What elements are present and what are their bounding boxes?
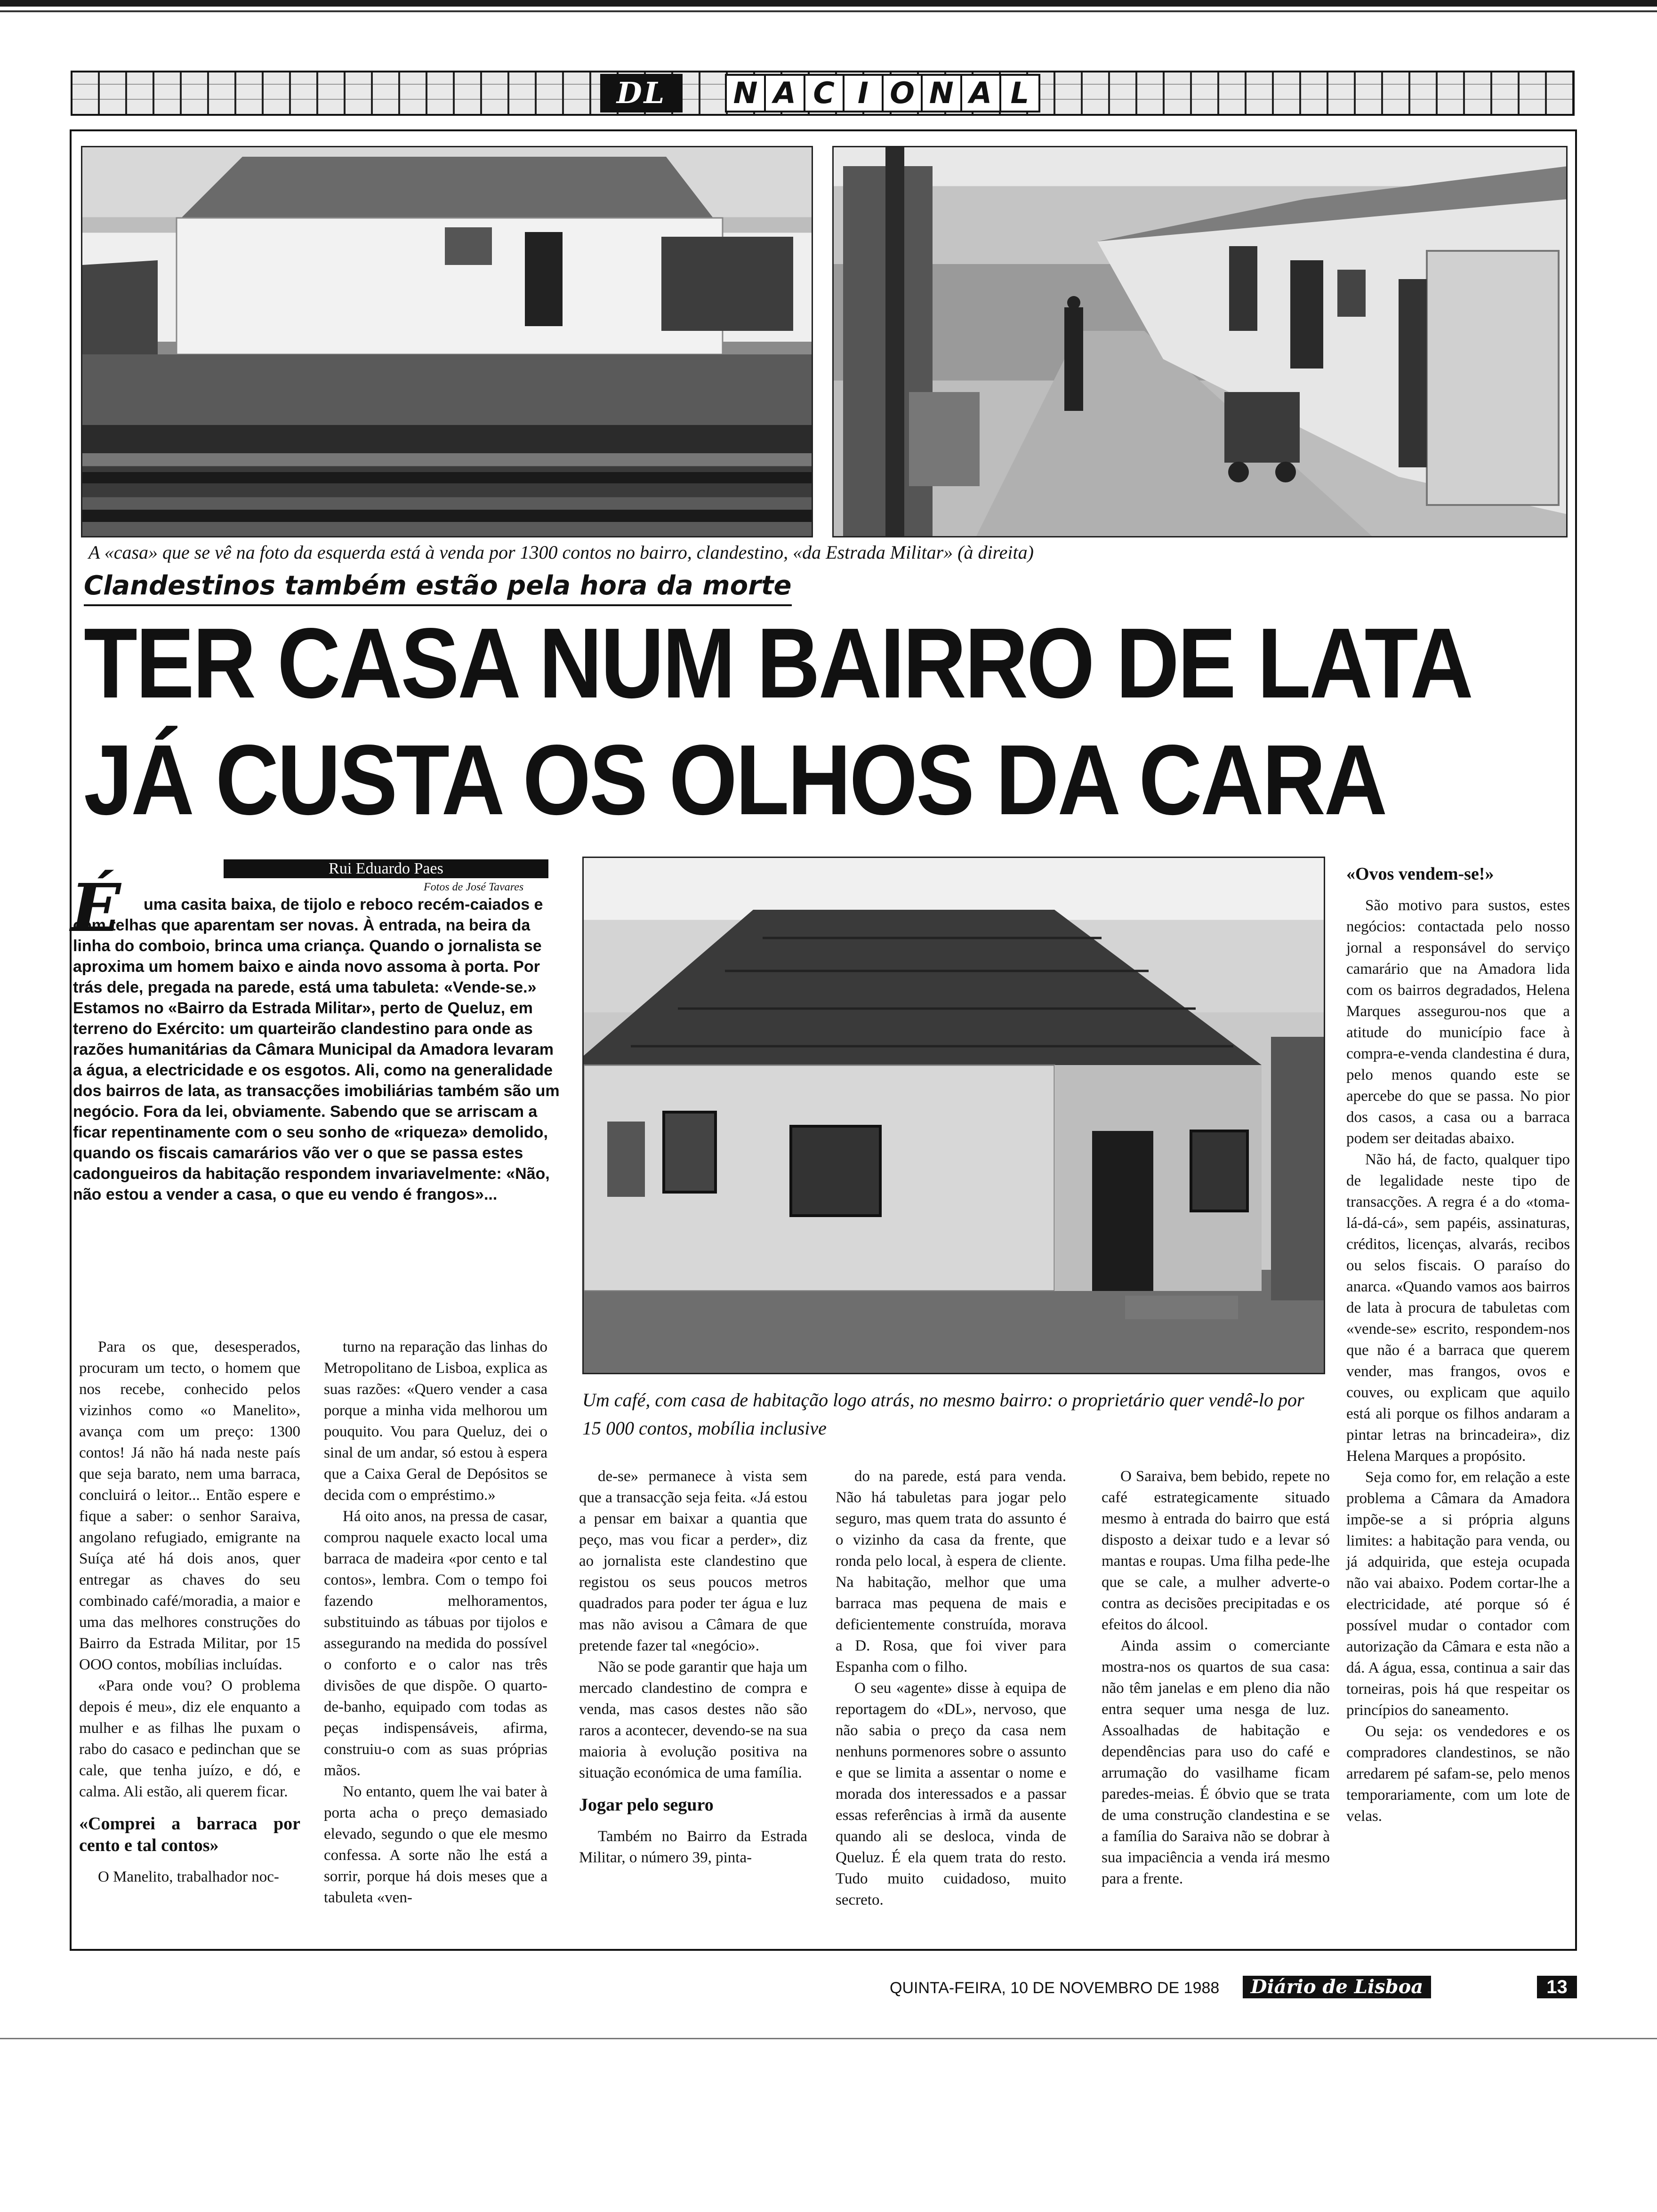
paragraph: O Saraiva, bem bebido, repete no café estrategicamente situado mesmo à entrada do bairro que está disposto a deixar tudo e a levar só mantas e roupas. Uma filha pede-lhe que se cale, a mulher adverte-o contra as decisões precipitadas e os efeitos do álcool. [1102, 1468, 1330, 1633]
byline: Rui Eduardo Paes [224, 859, 548, 878]
paragraph: São motivo para sustos, estes negócios: contactada pelo nosso jornal a responsável do serviço camarário que na Amadora lida com os bairros degradados, Helena Marques assegurou-nos que a atitude do município face à compra-e-venda clandestina é dura, pelo menos quando este se apercebe do que se passa. No pior dos casos, a casa ou a barraca podem ser deitadas abaixo. [1346, 897, 1570, 1147]
section-letter: O [884, 76, 923, 111]
paragraph: Também no Bairro da Estrada Militar, o número 39, pinta- [579, 1828, 807, 1866]
dl-logo: DL [600, 74, 683, 112]
photo-house-railway [81, 146, 813, 537]
photo-credit: Fotos de José Tavares [424, 881, 524, 893]
issue-date: QUINTA-FEIRA, 10 DE NOVEMBRO DE 1988 [890, 1979, 1220, 1997]
newspaper-masthead: Diário de Lisboa [1243, 1976, 1431, 1998]
top-border [0, 0, 1657, 7]
section-letter: I [845, 76, 884, 111]
photo-street [832, 146, 1568, 537]
paragraph: Ou seja: os vendedores e os compradores clandestinos, se não arredarem pé safam-se, pelo menos temporariamente, com um lote de velas. [1346, 1723, 1570, 1825]
subheading: «Comprei a barraca por cento e tal contos» [79, 1814, 300, 1855]
photo-house-railway-drawing [82, 147, 813, 537]
paragraph: turno na reparação das linhas do Metropolitano de Lisboa, explica as suas razões: «Quero vender a casa porque a minha vida melhorou um pouquito. Vou para Queluz, dei o sinal de um andar, só estou à espera que a Caixa Geral de Depósitos se decida com o empréstimo.» [324, 1338, 547, 1504]
article-column-3 [579, 1466, 807, 1868]
paragraph: Para os que, desesperados, procuram um tecto, o homem que nos recebe, conhecido pelos vizinhos como «o Manelito», avança com um preço: 1300 contos! Já não há nada neste país que seja barato, nem uma barraca, concluirá o leitor... Então espere e fique a saber: o senhor Saraiva, angolano refugiado, emigrante na Suíça até há dois anos, quer entregar as chaves do seu combinado café/moradia, a maior e uma das melhores construções do Bairro da Estrada Militar, por 15 OOO contos, mobílias incluídas. [79, 1338, 300, 1673]
subheading: Jogar pelo seguro [579, 1795, 714, 1815]
article-column-2 [324, 1337, 547, 1908]
section-letter: N [923, 76, 962, 111]
section-title-nacional [725, 74, 1040, 112]
paragraph: Não há, de facto, qualquer tipo de legalidade neste tipo de transacções. A regra é a do «toma-lá-dá-cá», sem papéis, assinaturas, créditos, licenças, alvarás, recibos ou selos fiscais. O paraíso do anarca. «Quando vamos aos bairros de lata à procura de tabuletas com «vende-se» escrito, respondem-nos que não é a barraca que querem vender, mas frangos, ovos e couves, ou explicam que aquilo está ali porque os filhos andaram a pintar letras na brincadeira», diz Helena Marques a propósito. [1346, 1151, 1570, 1465]
paragraph: O Manelito, trabalhador noc- [98, 1868, 279, 1885]
section-letter: A [962, 76, 1001, 111]
page-number: 13 [1537, 1976, 1577, 1998]
top-photo-caption: A «casa» que se vê na foto da esquerda está à venda por 1300 contos no bairro, clandestino, «da Estrada Militar» (à direita) [88, 542, 1034, 563]
paragraph: No entanto, quem lhe vai bater à porta acha o preço demasiado elevado, segundo o que ele mesmo confessa. A sorte não lhe está a sorrir, porque há dois meses que a tabuleta «ven- [324, 1783, 547, 1906]
article-column-6 [1346, 853, 1570, 1827]
paragraph: Ainda assim o comerciante mostra-nos os quartos de sua casa: não têm janelas e em pleno dia não entra sequer uma nesga de luz. Assoalhadas de habitação e dependências para uso do café e arrumação do vasilhame ficam paredes-meias. É óbvio que se trata de uma construção clandestina e se a família do Saraiva não se dobrar à sua impaciência a venda irá mesmo para a frente. [1102, 1637, 1330, 1887]
paragraph: de-se» permanece à vista sem que a transacção seja feita. «Já estou a pensar em baixar a quantia que peço, mas vou ficar a perder», diz ao jornalista este clandestino que registou os seus poucos metros quadrados para poder ter água e luz mas não avisou a Câmara de que pretende fazer tal «negócio». [579, 1468, 807, 1654]
section-letter: C [805, 76, 845, 111]
paragraph: do na parede, está para venda. Não há tabuletas para jogar pelo seguro, mas quem trata do assunto é o vizinho da casa da frente, que ronda pelo local, à espera de cliente. Na habitação, melhor que uma barraca mas pequena de mais e deficientemente construída, morava a D. Rosa, que foi viver para Espanha com o filho. [836, 1468, 1066, 1675]
photo-cafe [582, 857, 1325, 1374]
section-letter: L [1010, 76, 1030, 110]
headline-line-2: JÁ CUSTA OS OLHOS DA CARA [84, 724, 1386, 835]
subheading: «Ovos vendem-se!» [1346, 864, 1494, 884]
headline [84, 605, 1472, 838]
drop-cap: É [71, 870, 121, 947]
page-bottom-rule [0, 2038, 1657, 2039]
article-column-5 [1102, 1466, 1330, 1890]
section-letter: N [727, 76, 766, 111]
photo-street-drawing [834, 147, 1568, 537]
kicker: Clandestinos também estão pela hora da morte [84, 569, 792, 606]
paragraph: Há oito anos, na pressa de casar, comprou naquele exacto local uma barraca de madeira «por cento e tal contos», lembra. Com o tempo foi fazendo melhoramentos, substituindo as tábuas por tijolos e assegurando na medida do possível o conforto e o calor nas três divisões de que dispõe. O quarto-de-banho, equipado com todas as peças indispensáveis, afirma, construiu-o com as suas próprias mãos. [324, 1508, 547, 1779]
paragraph: O seu «agente» disse à equipa de reportagem do «DL», nervoso, que não sabia o preço da casa nem nenhuns pormenores sobre o assunto e que se limita a assentar o nome e morada dos interessados e a passar essas referências à irmã da ausente quando ali se desloca, vinda de Queluz. É ela quem trata do resto. Tudo muito cuidadoso, muito secreto. [836, 1680, 1066, 1908]
section-letter: A [766, 76, 805, 111]
paragraph: Não se pode garantir que haja um mercado clandestino de compra e venda, mas casos destes não são raros a acontecer, devendo-se na sua maioria à evolução positiva na situação económica de uma família. [579, 1659, 807, 1781]
article-column-1 [79, 1337, 300, 1888]
lead-paragraph: uma casita baixa, de tijolo e reboco recém-caiados e com telhas que aparentam ser novas. À entrada, na beira da linha do comboio, brinca uma criança. Quando o jornalista se aproxima um homem baixo e ainda novo assoma à porta. Por trás dele, pregada na parede, está uma tabuleta: «Vende-se.» Estamos no «Bairro da Estrada Militar», perto de Queluz, em terreno do Exército: um quarteirão clandestino para onde as razões humanitárias da Câmara Municipal da Amadora levaram a água, a electricidade e os esgotos. Ali, como na generalidade dos bairros de lata, as transacções imobiliárias também são um negócio. Fora da lei, obviamente. Sabendo que se arriscam a ficar repentinamente com o seu sonho de «riqueza» demolido, quando os fiscais camarários vão ver o que se passa estes cadongueiros da habitação respondem invariavelmente: «Não, não estou a vender a casa, o que eu vendo é frangos»... [73, 896, 560, 1203]
photo-cafe-drawing [584, 858, 1325, 1374]
middle-photo-caption: Um café, com casa de habitação logo atrás, no mesmo bairro: o proprietário quer vendê-lo por 15 000 contos, mobília inclusive [582, 1389, 1304, 1439]
top-border-thin [0, 10, 1657, 12]
headline-line-1: TER CASA NUM BAIRRO DE LATA [84, 607, 1472, 719]
paragraph: «Para onde vou? O problema depois é meu», diz ele enquanto a mulher e as filhas lhe puxam o rabo do casaco e pedinchan que se cale, que tenha juízo, e dó, e calma. Ali estão, ali querem ficar. [79, 1677, 300, 1800]
article-column-4 [836, 1466, 1066, 1911]
paragraph: Seja como for, em relação a este problema a Câmara da Amadora impõe-se a si própria alguns limites: a habitação para venda, ou já adquirida, que esteja ocupada não vai abaixo. Podem cortar-lhe a electricidade, até porque só é possível mudar o contador com autorização da Câmara e esta não a dá. A água, essa, continua a sair das torneiras, pois há que respeitar os princípios do saneamento. [1346, 1469, 1570, 1719]
